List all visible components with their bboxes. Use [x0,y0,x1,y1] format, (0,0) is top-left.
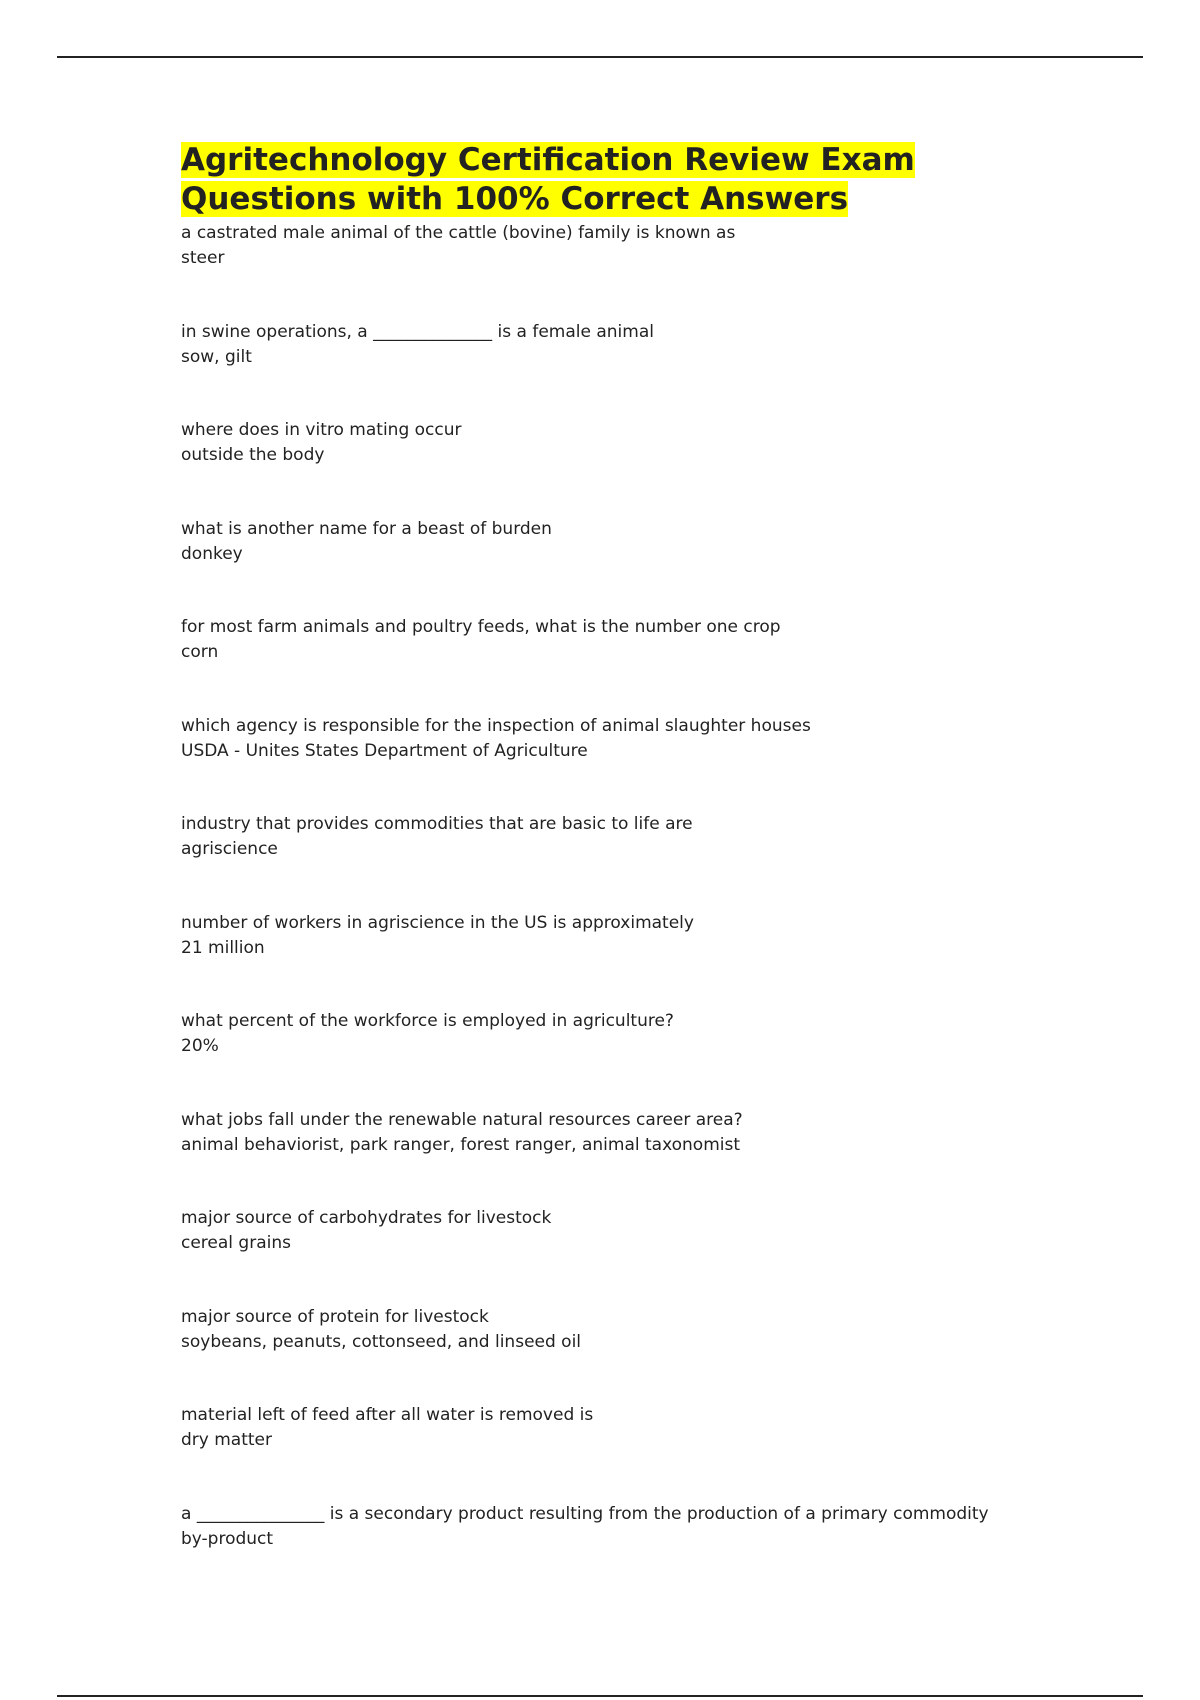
question-text: what percent of the workforce is employed in agriculture? [181,1011,674,1031]
answer-text: donkey [181,543,243,564]
question-text: where does in vitro mating occur [181,420,462,440]
answer-text: dry matter [181,1430,273,1450]
qa-item [181,320,1041,419]
qa-list [181,221,1041,1600]
top-rule [57,56,1143,58]
question-text: number of workers in agriscience in the US is approximately [181,912,694,933]
qa-item [181,418,1041,517]
question-text: major source of protein for livestock [181,1306,489,1327]
bottom-rule [57,1695,1143,1697]
answer-text: steer [181,248,225,268]
document-body [181,141,1041,1600]
question-text: which agency is responsible for the inspection of animal slaughter houses [181,715,811,736]
question-text: what is another name for a beast of burden [181,518,552,539]
qa-item [181,1108,1041,1207]
answer-text: 20% [181,1036,219,1056]
question-text: major source of carbohydrates for livestock [181,1208,552,1228]
qa-item [181,615,1041,714]
answer-text: agriscience [181,839,278,859]
question-text: for most farm animals and poultry feeds, what is the number one crop [181,617,781,637]
answer-text: cereal grains [181,1233,291,1253]
qa-item [181,714,1041,813]
title-line-1: Agritechnology Certification Review Exam [181,142,915,178]
qa-item [181,1206,1041,1305]
answer-text: corn [181,642,219,662]
title-line-2: Questions with 100% Correct Answers [181,181,849,217]
qa-item [181,517,1041,616]
answer-text: sow, gilt [181,346,252,367]
qa-item [181,911,1041,1010]
qa-item [181,221,1041,320]
answer-text: soybeans, peanuts, cottonseed, and linseed oil [181,1331,582,1352]
answer-text: 21 million [181,937,265,958]
question-text: in swine operations, a ______________ is a female animal [181,321,654,342]
document-title [181,141,1041,219]
question-text: a _______________ is a secondary product resulting from the production of a primary commodity [181,1503,989,1524]
qa-item [181,1305,1041,1404]
qa-item [181,1009,1041,1108]
qa-item [181,1502,1041,1601]
qa-item [181,812,1041,911]
answer-text: animal behaviorist, park ranger, forest ranger, animal taxonomist [181,1134,740,1155]
question-text: a castrated male animal of the cattle (bovine) family is known as [181,223,736,243]
question-text: material left of feed after all water is removed is [181,1405,594,1425]
answer-text: by-product [181,1528,274,1549]
question-text: industry that provides commodities that are basic to life are [181,814,693,834]
qa-item [181,1403,1041,1502]
question-text: what jobs fall under the renewable natural resources career area? [181,1109,743,1130]
answer-text: outside the body [181,445,325,465]
answer-text: USDA - Unites States Department of Agriculture [181,740,588,761]
